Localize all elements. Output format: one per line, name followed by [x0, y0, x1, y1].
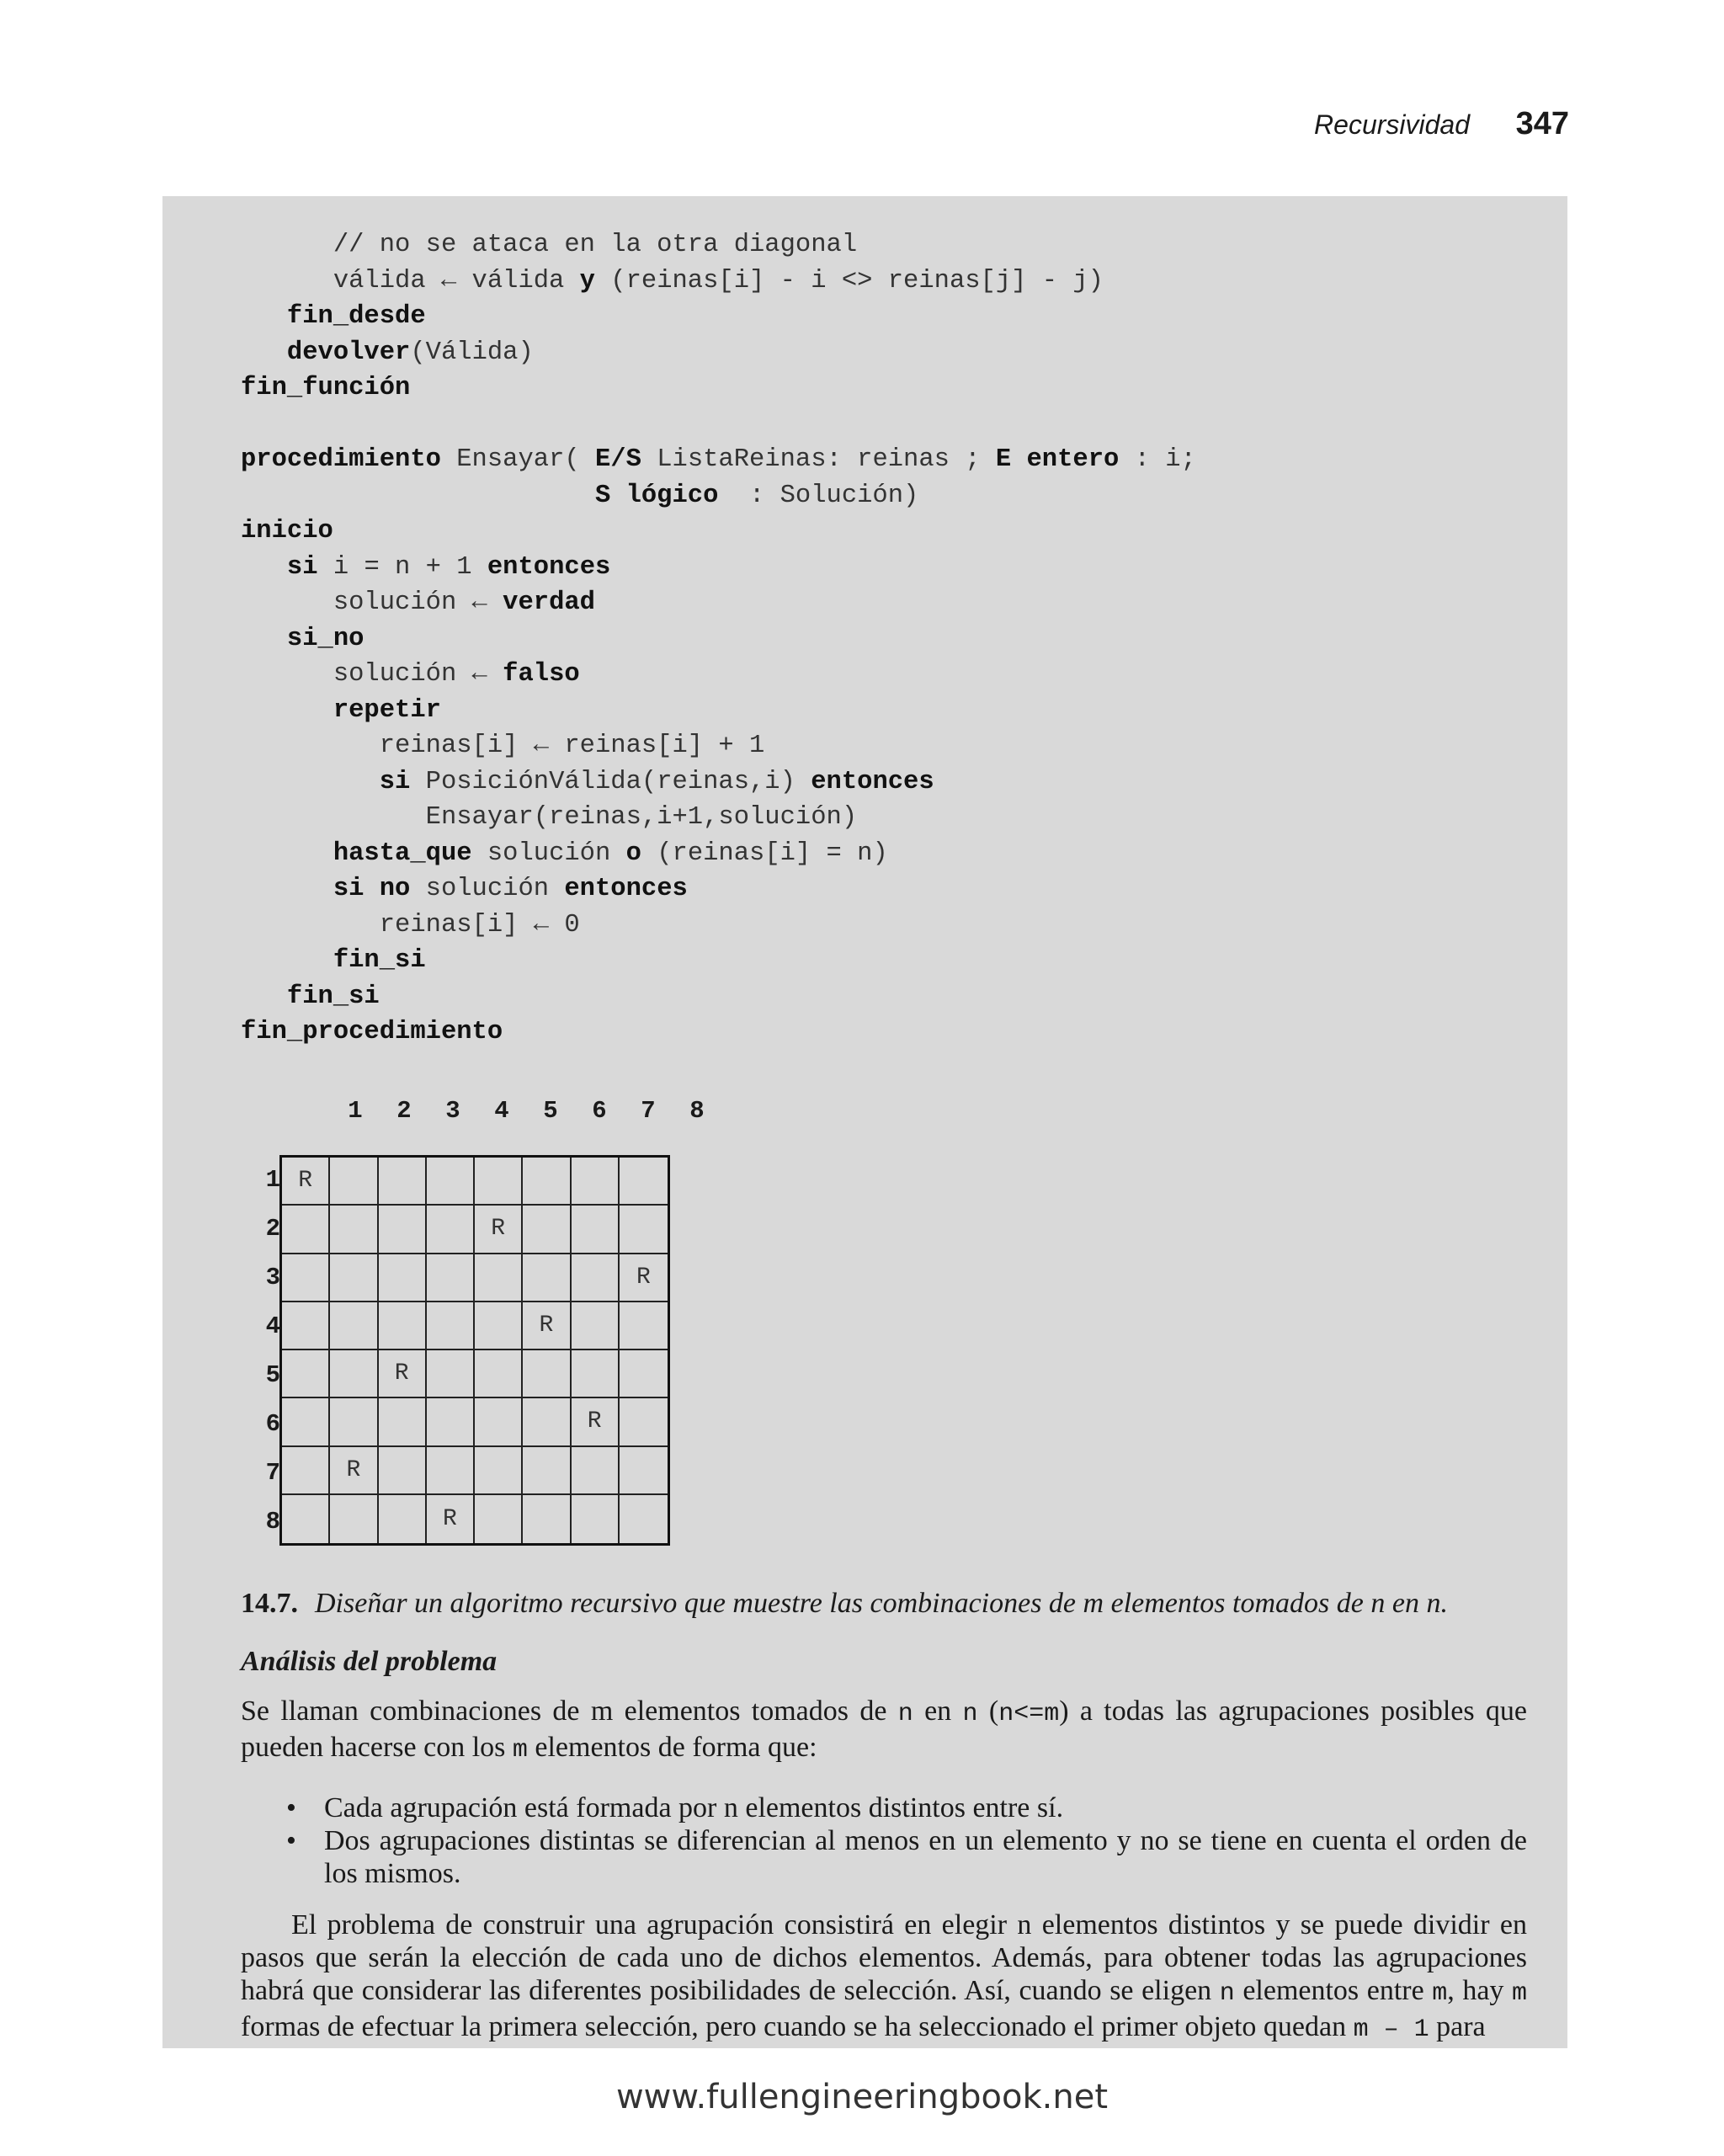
queen-cell: R	[379, 1350, 427, 1398]
row-label: 8	[265, 1508, 280, 1536]
code-keyword: devolver	[286, 338, 411, 367]
code-text: solución ←	[241, 588, 503, 617]
board-cell	[427, 1158, 475, 1206]
code-line	[241, 335, 1196, 371]
code-line	[241, 478, 1196, 514]
board-cell	[427, 1302, 475, 1350]
board-cell	[572, 1302, 620, 1350]
chess-board	[279, 1155, 670, 1546]
board-cell	[330, 1350, 378, 1398]
content-panel	[162, 196, 1567, 2048]
code-line	[241, 585, 1196, 621]
code-line	[241, 836, 1196, 872]
code-text: (reinas[i] = n)	[641, 838, 888, 868]
code-line	[241, 871, 1196, 908]
queen-cell: R	[475, 1206, 523, 1254]
running-title: Recursividad	[1314, 109, 1470, 140]
board-cell	[379, 1254, 427, 1302]
code-text	[241, 875, 333, 903]
column-label: 3	[445, 1097, 460, 1125]
board-cell	[282, 1254, 330, 1302]
paragraph-text: El problema de construir una agrupación consistirá en elegir n elementos distintos y se puede dividir en pasos que serán la elección de cada uno de dichos elementos. Además, para obtener todas las agrupaciones habrá que considerar las diferentes posibilidades de selección. Así, cuando se eligen	[241, 1909, 1527, 2006]
board-cell	[330, 1254, 378, 1302]
board-cell	[379, 1158, 427, 1206]
board-cell	[523, 1254, 571, 1302]
analysis-heading: Análisis del problema	[241, 1646, 498, 1677]
code-text	[241, 768, 380, 796]
code-keyword: y	[579, 266, 595, 295]
queen-cell: R	[572, 1398, 620, 1446]
code-text	[241, 839, 333, 868]
code-text: solución	[471, 838, 626, 868]
paragraph-text: Se llaman combinaciones de m elementos tomados de	[241, 1696, 898, 1727]
code-text: reinas[i] ← 0	[241, 910, 580, 940]
board-cell	[620, 1398, 668, 1446]
bullet-list	[286, 1791, 1527, 1890]
board-cell	[379, 1447, 427, 1495]
board-cell	[330, 1495, 378, 1543]
exercise-statement	[241, 1588, 1448, 1620]
page-number: 347	[1515, 106, 1569, 141]
board-cell	[620, 1206, 668, 1254]
code-keyword: fin_procedimiento	[241, 1018, 503, 1046]
code-keyword: si no	[333, 875, 411, 903]
paragraph-text: elementos entre	[1234, 1975, 1433, 2006]
paragraph-text: para	[1429, 2011, 1486, 2042]
code-text: Ensayar(	[440, 445, 595, 474]
board-cell	[282, 1398, 330, 1446]
code-keyword: si_no	[286, 624, 364, 653]
code-line	[241, 442, 1196, 478]
code-text: solución ←	[241, 660, 503, 689]
queen-cell: R	[330, 1447, 378, 1495]
pseudocode-block	[241, 227, 1196, 1051]
board-cell	[475, 1447, 523, 1495]
code-line	[241, 621, 1196, 657]
board-cell	[620, 1495, 668, 1543]
code-text: // no se ataca en la otra diagonal	[241, 231, 858, 259]
column-label: 7	[641, 1097, 656, 1125]
inline-code: m	[1512, 1979, 1528, 2008]
paragraph-text: (	[977, 1696, 999, 1727]
code-line	[241, 800, 1196, 836]
code-keyword: entonces	[487, 552, 611, 582]
board-cell	[523, 1398, 571, 1446]
code-line	[241, 764, 1196, 801]
column-label: 2	[396, 1097, 412, 1125]
board-cell	[379, 1398, 427, 1446]
row-label: 4	[265, 1312, 280, 1340]
code-line	[241, 908, 1196, 944]
board-cell	[572, 1350, 620, 1398]
board-cell	[427, 1447, 475, 1495]
board-cell	[330, 1158, 378, 1206]
code-text	[241, 553, 287, 582]
board-cell	[475, 1495, 523, 1543]
board-cell	[379, 1206, 427, 1254]
inline-code: m	[1432, 1979, 1448, 2008]
column-label: 4	[494, 1097, 509, 1125]
code-keyword: E entero	[995, 445, 1120, 474]
board-cell	[523, 1158, 571, 1206]
code-keyword: fin_si	[286, 982, 380, 1011]
code-keyword: hasta_que	[333, 838, 472, 868]
paragraph-text: elementos de forma que:	[527, 1732, 817, 1763]
code-keyword: fin_desde	[286, 302, 426, 331]
board-cell	[427, 1350, 475, 1398]
code-line	[241, 227, 1196, 264]
board-cell	[523, 1206, 571, 1254]
code-keyword: falso	[503, 660, 580, 689]
board-cell	[572, 1447, 620, 1495]
board-cell	[330, 1398, 378, 1446]
code-keyword: fin_si	[333, 946, 426, 975]
code-line	[241, 299, 1196, 335]
paragraph-text: en	[913, 1696, 963, 1727]
exercise-text: Diseñar un algoritmo recursivo que muestre las combinaciones de m elementos tomados de n en n.	[315, 1588, 1448, 1619]
board-cell	[572, 1206, 620, 1254]
board-cell	[282, 1206, 330, 1254]
bullet-item: • Cada agrupación está formada por n elementos distintos entre sí.	[286, 1791, 1527, 1824]
inline-code: n	[1219, 1979, 1235, 2008]
board-cell	[523, 1495, 571, 1543]
board-cell	[523, 1447, 571, 1495]
code-keyword: entonces	[811, 767, 934, 796]
board-cell	[282, 1447, 330, 1495]
board-cell	[282, 1302, 330, 1350]
analysis-intro-paragraph	[241, 1695, 1527, 1767]
inline-code: n<=m	[998, 1700, 1060, 1728]
board-cell	[282, 1495, 330, 1543]
code-keyword: procedimiento	[241, 445, 441, 474]
board-cell	[620, 1158, 668, 1206]
board-cell	[620, 1302, 668, 1350]
board-cell	[475, 1302, 523, 1350]
code-text	[241, 482, 595, 510]
inline-code: n	[962, 1700, 978, 1728]
code-line	[241, 979, 1196, 1015]
code-line	[241, 943, 1196, 979]
queen-cell: R	[282, 1158, 330, 1206]
row-label: 3	[265, 1264, 280, 1291]
code-text	[241, 625, 287, 653]
code-text: : i;	[1119, 445, 1196, 474]
queen-cell: R	[620, 1254, 668, 1302]
code-text: ListaReinas: reinas ;	[641, 445, 996, 474]
row-label: 1	[265, 1166, 280, 1194]
analysis-body-paragraph	[241, 1908, 1527, 2047]
board-cell	[475, 1350, 523, 1398]
code-keyword: S lógico	[594, 481, 719, 510]
code-text: solución	[410, 875, 565, 903]
board-cell	[572, 1495, 620, 1543]
column-label: 8	[689, 1097, 705, 1125]
code-keyword: entonces	[564, 875, 688, 903]
board-cell	[572, 1158, 620, 1206]
column-label: 6	[592, 1097, 607, 1125]
code-line	[241, 657, 1196, 693]
code-keyword: repetir	[333, 695, 441, 725]
code-text	[241, 696, 333, 725]
code-text: (reinas[i] - i <> reinas[j] - j)	[594, 266, 1104, 295]
queen-cell: R	[427, 1495, 475, 1543]
code-text: i = n + 1	[317, 552, 487, 582]
code-line	[241, 514, 1196, 550]
code-keyword: E/S	[594, 445, 641, 474]
code-line	[241, 550, 1196, 586]
paragraph-text: ) a todas las agrupaciones posibles que pueden hacerse con los	[241, 1696, 1528, 1763]
code-text: reinas[i] ← reinas[i] + 1	[241, 732, 765, 760]
queen-cell: R	[523, 1302, 571, 1350]
board-cell	[282, 1350, 330, 1398]
board-cell	[330, 1206, 378, 1254]
code-line	[241, 1014, 1196, 1051]
code-text: PosiciónVálida(reinas,i)	[410, 767, 811, 796]
code-text	[241, 982, 287, 1011]
row-label: 7	[265, 1459, 280, 1487]
code-keyword: si	[379, 767, 411, 796]
code-text	[241, 946, 333, 975]
code-keyword: o	[625, 838, 641, 868]
board-cell	[620, 1350, 668, 1398]
board-cell	[427, 1206, 475, 1254]
row-label: 5	[265, 1361, 280, 1389]
code-text	[241, 338, 287, 367]
row-label: 2	[265, 1215, 280, 1243]
code-line	[241, 407, 1196, 443]
board-cell	[330, 1302, 378, 1350]
board-cell	[620, 1447, 668, 1495]
paragraph-text: , hay	[1447, 1975, 1512, 2006]
code-keyword: inicio	[241, 517, 333, 546]
board-cell	[427, 1398, 475, 1446]
code-text: (Válida)	[410, 338, 534, 367]
board-cell	[379, 1302, 427, 1350]
code-line	[241, 264, 1196, 300]
board-cell	[523, 1350, 571, 1398]
inline-code: n	[897, 1700, 913, 1728]
code-text	[241, 302, 287, 331]
inline-code: m	[512, 1736, 528, 1765]
column-label: 1	[348, 1097, 363, 1125]
exercise-number: 14.7.	[241, 1588, 298, 1619]
board-cell	[572, 1254, 620, 1302]
board-cell	[475, 1398, 523, 1446]
board-cell	[379, 1495, 427, 1543]
code-keyword: verdad	[503, 588, 595, 617]
row-label: 6	[265, 1410, 280, 1438]
code-keyword: si	[286, 552, 318, 582]
code-text: Ensayar(reinas,i+1,solución)	[241, 803, 858, 832]
inline-code: m – 1	[1353, 2015, 1429, 2044]
code-text: : Solución)	[718, 481, 919, 510]
code-keyword: fin_función	[241, 374, 411, 402]
code-line	[241, 693, 1196, 729]
board-cell	[475, 1158, 523, 1206]
code-line	[241, 728, 1196, 764]
board-cell	[427, 1254, 475, 1302]
code-line	[241, 370, 1196, 407]
bullet-item: • Dos agrupaciones distintas se diferencian al menos en un elemento y no se tiene en cuenta el orden de los mismos.	[286, 1824, 1527, 1890]
code-text: válida ← válida	[241, 266, 580, 295]
watermark-url: www.fullengineeringbook.net	[615, 2078, 1109, 2116]
column-label: 5	[543, 1097, 558, 1125]
paragraph-text: formas de efectuar la primera selección, pero cuando se ha seleccionado el primer objeto quedan	[241, 2011, 1354, 2042]
board-cell	[475, 1254, 523, 1302]
